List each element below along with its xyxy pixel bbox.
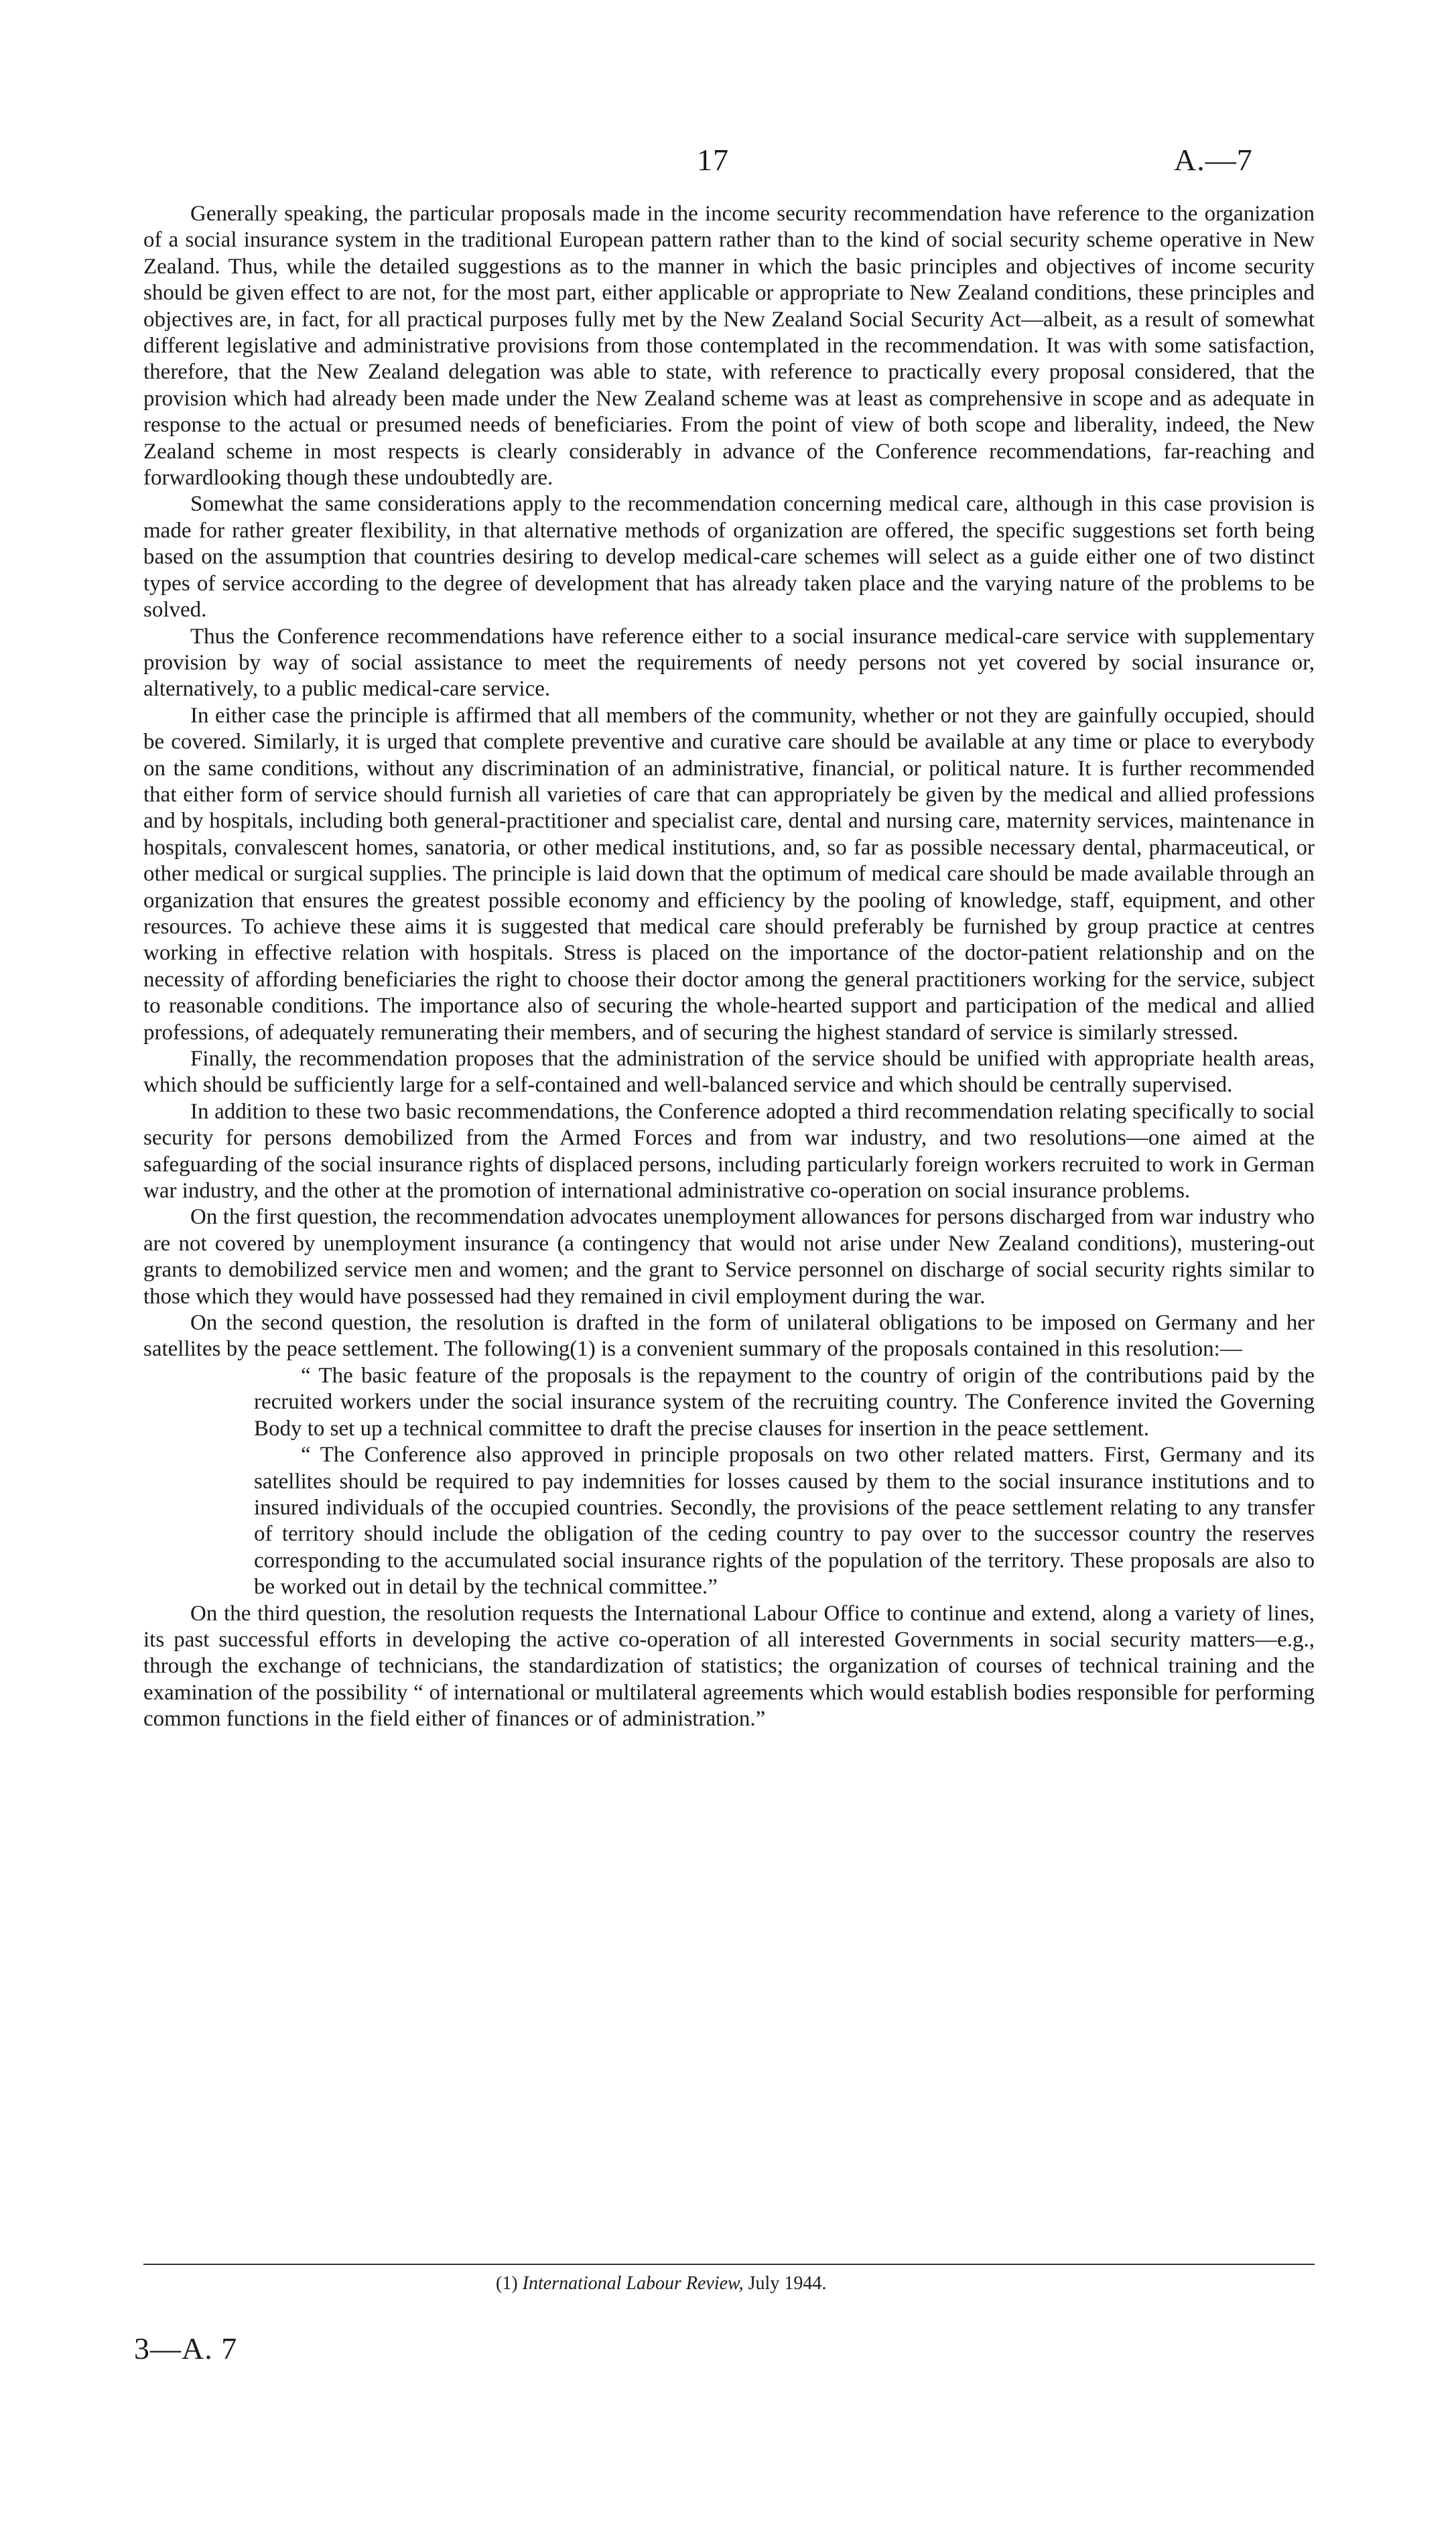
quote-paragraph: “ The basic feature of the proposals is the repayment to the country of origin of the contributions paid by the recruited workers under the social insurance system of the recruiting country. The Conference invited the Governing Body to set up a technical committee to draft the precise clauses for insertion in the peace settlement.: [254, 1363, 1315, 1441]
paragraph: On the second question, the resolution is drafted in the form of unilateral obligations to be imposed on Germany and her satellites by the peace settlement. The following(1) is a convenient summary of the proposals contained in this resolution:—: [143, 1311, 1315, 1362]
paragraph: Thus the Conference recommendations have reference either to a social insurance medical-care service with supplementary provision by way of social assistance to meet the requirements of needy persons not yet covered by social insurance or, alternatively, to a public medical-care service.: [143, 624, 1315, 702]
paragraph: In either case the principle is affirmed that all members of the community, whether or not they are gainfully occupied, should be covered. Similarly, it is urged that complete preventive and curative care should be available at any time or place to everybody on the same conditions, without any discrimination of an administrative, financial, or political nature. It is further recommended that either form of service should furnish all varieties of care that can appropriately be given by the medical and allied professions and by hospitals, including both general-practitioner and specialist care, dental and nursing care, maternity services, maintenance in hospitals, convalescent homes, sanatoria, or other medical institutions, and, so far as possible necessary dental, pharmaceutical, or other medical or surgical supplies. The principle is laid down that the optimum of medical care should be made available through an organization that ensures the greatest possible economy and efficiency by the pooling of knowledge, staff, equipment, and other resources. To achieve these aims it is suggested that medical care should preferably be furnished by group practice at centres working in effective relation with hospitals. Stress is placed on the importance of the doctor-patient relationship and on the necessity of affording beneficiaries the right to choose their doctor among the general practitioners working for the service, subject to reasonable conditions. The importance also of securing the whole-hearted support and participation of the medical and allied professions, of adequately remunerating their members, and of securing the highest standard of service is similarly stressed.: [143, 703, 1315, 1045]
body-text: [143, 201, 1315, 1733]
footnote-source: International Labour Review,: [522, 2273, 744, 2294]
page-number: 17: [697, 143, 729, 177]
document-reference: A.—7: [1174, 143, 1253, 177]
block-quote: [254, 1363, 1315, 1601]
footnote: [496, 2273, 826, 2294]
paragraph: On the first question, the recommendation advocates unemployment allowances for persons discharged from war industry who are not covered by unemployment insurance (a contingency that would not arise under New Zealand conditions), mustering-out grants to demobilized service men and women; and the grant to Service personnel on discharge of social security rights similar to those which they would have possessed had they remained in civil employment during the war.: [143, 1205, 1315, 1309]
paragraph: Generally speaking, the particular proposals made in the income security recommendation have reference to the organization of a social insurance system in the traditional European pattern rather than to the kind of social security scheme operative in New Zealand. Thus, while the detailed suggestions as to the manner in which the basic principles and objectives of income security should be given effect to are not, for the most part, either applicable or appropriate to New Zealand conditions, these principles and objectives are, in fact, for all practical purposes fully met by the New Zealand Social Security Act—albeit, as a result of somewhat different legislative and administrative provisions from those contemplated in the recommendation. It was with some satisfaction, therefore, that the New Zealand delegation was able to state, with reference to practically every proposal considered, that the provision which had already been made under the New Zealand scheme was at least as comprehensive in scope and as adequate in response to the actual or presumed needs of beneficiaries. From the point of view of both scope and liberality, indeed, the New Zealand scheme in most respects is clearly considerably in advance of the Conference recommendations, far-reaching and forwardlooking though these undoubtedly are.: [143, 202, 1315, 491]
quote-paragraph: “ The Conference also approved in principle proposals on two other related matters. First, Germany and its satellites should be required to pay indemnities for losses caused by them to the social insurance institutions and to insured individuals of the occupied countries. Secondly, the provisions of the peace settlement relating to any transfer of territory should include the obligation of the ceding country to pay over to the successor country the reserves corresponding to the accumulated social insurance rights of the population of the territory. These proposals are also to be worked out in detail by the technical committee.”: [254, 1443, 1315, 1600]
footnote-divider: [143, 2264, 1315, 2265]
paragraph: Somewhat the same considerations apply to the recommendation concerning medical care, although in this case provision is made for rather greater flexibility, in that alternative methods of organization are offered, the specific suggestions set forth being based on the assumption that countries desiring to develop medical-care schemes will select as a guide either one of two distinct types of service according to the degree of development that has already taken place and the varying nature of the problems to be solved.: [143, 492, 1315, 623]
paragraph: Finally, the recommendation proposes that the administration of the service should be unified with appropriate health areas, which should be sufficiently large for a self-contained and well-balanced service and which should be centrally supervised.: [143, 1047, 1315, 1098]
footnote-date: July 1944.: [748, 2273, 827, 2294]
closing-paragraph: On the third question, the resolution requests the International Labour Office to continue and extend, along a variety of lines, its past successful efforts in developing the active co-operation of all interested Governments in social security matters—e.g., through the exchange of technicians, the standardization of statistics; the organization of courses of technical training and the examination of the possibility “ of international or multilateral agreements which would establish bodies responsible for performing common functions in the field either of finances or of administration.”: [143, 1601, 1315, 1732]
footnote-marker: (1): [496, 2273, 518, 2294]
paragraph: In addition to these two basic recommendations, the Conference adopted a third recommendation relating specifically to social security for persons demobilized from the Armed Forces and from war industry, and two resolutions—one aimed at the safeguarding of the social insurance rights of displaced persons, including particularly foreign workers recruited to work in German war industry, and the other at the promotion of international administrative co-operation on social insurance problems.: [143, 1099, 1315, 1204]
signature-mark: 3—A. 7: [134, 2331, 238, 2366]
